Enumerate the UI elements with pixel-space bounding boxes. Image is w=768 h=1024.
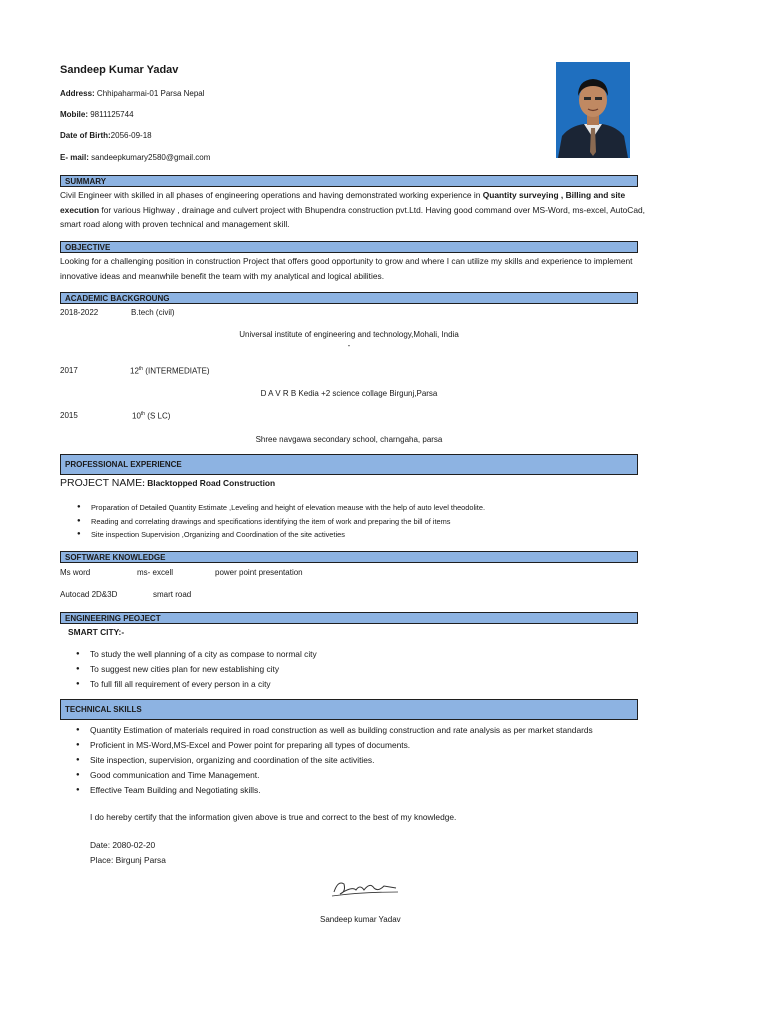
declaration-text: I do hereby certify that the information given above is true and correct to the best of my knowledge. [90, 812, 457, 822]
eng-project-list [76, 647, 636, 692]
edu-degree [130, 366, 210, 376]
academic-heading: ACADEMIC BACKGROUNG [60, 292, 638, 304]
software-item: ms- excell [137, 568, 174, 577]
summary-text-part: for various Highway , drainage and culvert project with Bhupendra construction pvt.Ltd. Having good command over MS-Word, ms-excel, AutoCad, smart road along with proven technical and management skill. [60, 204, 645, 229]
candidate-name: Sandeep Kumar Yadav [60, 64, 179, 76]
edu-degree-number: 12 [130, 366, 139, 376]
edu-year: 2015 [60, 411, 78, 420]
summary-text-part: Civil Engineer with skilled in all phases of engineering operations and having demonstrated working experience in [60, 190, 483, 200]
edu-year: 2017 [60, 366, 78, 375]
list-item: ● Good communication and Time Management. [76, 768, 656, 783]
edu-degree-number: 10 [132, 411, 141, 421]
objective-text: Looking for a challenging position in construction Project that offers good opportunity to grow and where I can utilize my skills and experience to implement innovative ideas and meanwhile benefit the team with my analytical and logical abilities. [60, 256, 633, 281]
summary-heading: SUMMARY [60, 175, 638, 187]
edu-degree [132, 411, 170, 421]
email-line [60, 153, 210, 162]
experience-heading: PROFESSIONAL EXPERIENCE [60, 454, 638, 475]
edu-institution: Universal institute of engineering and technology,Mohali, India [239, 330, 459, 339]
mobile-label: Mobile: [60, 110, 88, 119]
software-item: power point presentation [215, 568, 303, 577]
objective-heading: OBJECTIVE [60, 241, 638, 253]
edu-institution: Shree navgawa secondary school, charngaha, parsa [255, 435, 443, 444]
edu-degree-ordinal: th [140, 411, 146, 417]
address-value: Chhipaharmai-01 Parsa Nepal [94, 89, 205, 98]
declaration-date: Date: 2080-02-20 [90, 840, 156, 850]
software-item: smart road [153, 590, 192, 599]
list-item: ● Site inspection, supervision, organizing and coordination of the site activities. [76, 753, 656, 768]
edu-dash: - [347, 341, 351, 350]
edu-degree-ordinal: th [138, 366, 144, 372]
edu-degree: B.tech (civil) [131, 308, 175, 317]
dob-label: Date of Birth: [60, 131, 111, 140]
list-item: ● To study the well planning of a city as compase to normal city [76, 647, 636, 662]
dob-line [60, 131, 152, 140]
project-title [60, 477, 275, 489]
mobile-value: 9811125744 [88, 110, 134, 119]
email-label: E- mail: [60, 153, 89, 162]
profile-photo [556, 62, 630, 158]
edu-degree-name: (INTERMEDIATE) [143, 366, 210, 376]
signature-icon [312, 862, 442, 908]
list-item: ● Proficient in MS-Word,MS-Excel and Power point for preparing all types of documents. [76, 738, 656, 753]
list-item: ● Effective Team Building and Negotiating skills. [76, 783, 656, 798]
project-name: : Blacktopped Road Construction [142, 478, 276, 488]
list-item: ● Proparation of Detailed Quantity Estimate ,Leveling and height of elevation meause with the help of auto level theodolite. [77, 501, 647, 515]
declaration-place: Place: Birgunj Parsa [90, 855, 166, 865]
person-portrait-icon [556, 62, 630, 158]
eng-project-heading: ENGINEERING PEOJECT [60, 612, 638, 624]
project-label: PROJECT NAME [60, 477, 143, 489]
edu-institution: D A V R B Kedia +2 science collage Birgunj,Parsa [260, 389, 438, 398]
summary-highlight: Quantity surveying , Billing and site execution [60, 190, 626, 215]
software-heading: SOFTWARE KNOWLEDGE [60, 551, 638, 563]
address-label: Address: [60, 89, 95, 98]
list-item: ● Site inspection Supervision ,Organizing and Coordination of the site activeties [77, 528, 647, 542]
mobile-line [60, 110, 134, 119]
list-item: ● Quantity Estimation of materials required in road construction as well as building construction and rate analysis as per market standards [76, 723, 656, 738]
software-item: Ms word [60, 568, 91, 577]
list-item: ● To suggest new cities plan for new establishing city [76, 662, 636, 677]
experience-list [77, 501, 647, 542]
eng-project-title: SMART CITY:- [68, 627, 125, 637]
signature [312, 862, 442, 908]
list-item: ● Reading and correlating drawings and specifications identifying the item of work and preparing the bill of items [77, 515, 647, 529]
email-value: sandeepkumary2580@gmail.com [88, 153, 211, 162]
software-item: Autocad 2D&3D [60, 590, 118, 599]
list-item: ● To full fill all requirement of every person in a city [76, 677, 636, 692]
signature-name: Sandeep kumar Yadav [320, 915, 401, 924]
edu-year: 2018-2022 [60, 308, 99, 317]
technical-list [76, 723, 656, 798]
edu-degree-name: (S LC) [145, 411, 171, 421]
dob-value: 2056-09-18 [110, 131, 152, 140]
address-line [60, 89, 205, 98]
technical-heading: TECHNICAL SKILLS [60, 699, 638, 720]
summary-text [60, 188, 645, 232]
